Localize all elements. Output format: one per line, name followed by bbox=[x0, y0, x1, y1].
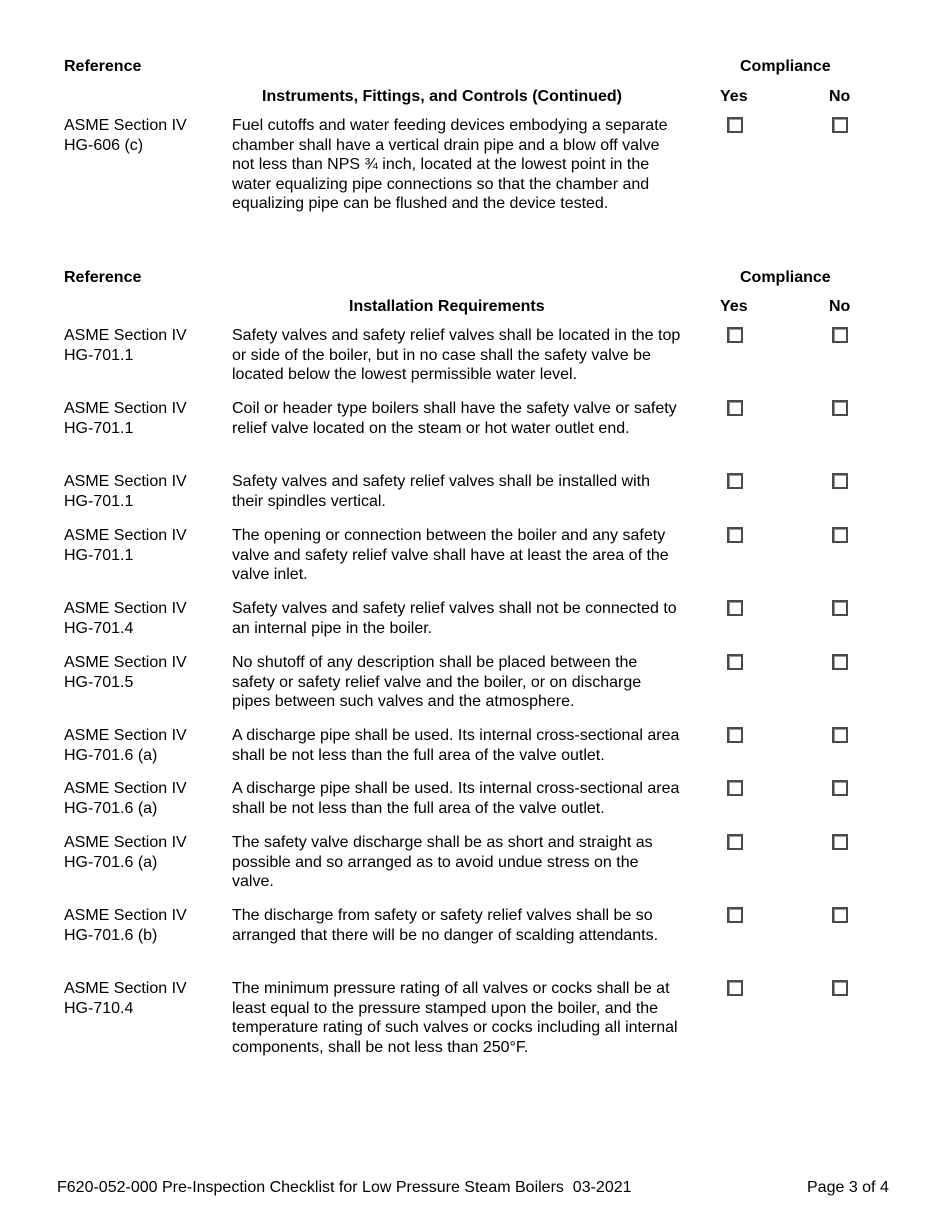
yes-column-header: Yes bbox=[720, 88, 748, 105]
reference-section: HG-701.1 bbox=[64, 419, 134, 437]
reference-cell bbox=[64, 116, 224, 155]
reference-cell bbox=[64, 526, 224, 565]
yes-checkbox[interactable] bbox=[727, 327, 743, 343]
requirement-text: Safety valves and safety relief valves shall be installed with their spindles vertical. bbox=[232, 473, 650, 510]
section-title: Installation Requirements bbox=[349, 298, 545, 315]
reference-header: Reference bbox=[64, 269, 142, 286]
reference-section: HG-701.1 bbox=[64, 546, 134, 564]
reference-cell bbox=[64, 779, 224, 818]
reference-cell bbox=[64, 599, 224, 638]
reference-cell bbox=[64, 833, 224, 872]
reference-cell bbox=[64, 399, 224, 438]
reference-code: ASME Section IV bbox=[64, 327, 187, 344]
yes-checkbox[interactable] bbox=[727, 727, 743, 743]
reference-header: Reference bbox=[64, 58, 142, 75]
yes-column-header: Yes bbox=[720, 298, 748, 315]
reference-section: HG-606 (c) bbox=[64, 136, 144, 154]
requirement-text: Coil or header type boilers shall have the safety valve or safety relief valve located on the steam or hot water outlet end. bbox=[232, 400, 677, 437]
reference-code: ASME Section IV bbox=[64, 400, 187, 417]
reference-code: ASME Section IV bbox=[64, 907, 187, 924]
reference-section: HG-701.1 bbox=[64, 492, 134, 510]
reference-code: ASME Section IV bbox=[64, 780, 187, 797]
reference-section: HG-710.4 bbox=[64, 999, 134, 1017]
reference-code: ASME Section IV bbox=[64, 834, 187, 851]
reference-section: HG-701.5 bbox=[64, 673, 134, 691]
yes-checkbox[interactable] bbox=[727, 654, 743, 670]
reference-section: HG-701.6 (a) bbox=[64, 853, 158, 871]
no-checkbox[interactable] bbox=[832, 907, 848, 923]
reference-section: HG-701.6 (a) bbox=[64, 746, 158, 764]
reference-cell bbox=[64, 326, 224, 365]
reference-code: ASME Section IV bbox=[64, 654, 187, 671]
yes-checkbox[interactable] bbox=[727, 400, 743, 416]
reference-code: ASME Section IV bbox=[64, 600, 187, 617]
requirement-text: The minimum pressure rating of all valves or cocks shall be at least equal to the pressure stamped upon the boiler, and the temperature rating of such valves or cocks including all internal components, shall be not less than 250°F. bbox=[232, 980, 678, 1056]
footer-page-number: Page 3 of 4 bbox=[807, 1179, 889, 1196]
yes-checkbox[interactable] bbox=[727, 780, 743, 796]
requirement-text: A discharge pipe shall be used. Its internal cross-sectional area shall be not less than the full area of the valve outlet. bbox=[232, 780, 680, 817]
requirement-text: The safety valve discharge shall be as short and straight as possible and so arranged as to avoid undue stress on the valve. bbox=[232, 834, 653, 890]
section-title: Instruments, Fittings, and Controls (Continued) bbox=[262, 88, 622, 105]
compliance-header: Compliance bbox=[740, 58, 831, 75]
reference-section: HG-701.6 (b) bbox=[64, 926, 158, 944]
reference-code: ASME Section IV bbox=[64, 527, 187, 544]
yes-checkbox[interactable] bbox=[727, 834, 743, 850]
no-checkbox[interactable] bbox=[832, 400, 848, 416]
requirement-text: Safety valves and safety relief valves shall not be connected to an internal pipe in the boiler. bbox=[232, 600, 677, 637]
requirement-text: The discharge from safety or safety relief valves shall be so arranged that there will be no danger of scalding attendants. bbox=[232, 907, 659, 944]
reference-section: HG-701.6 (a) bbox=[64, 799, 158, 817]
reference-section: HG-701.1 bbox=[64, 346, 134, 364]
no-checkbox[interactable] bbox=[832, 117, 848, 133]
reference-cell bbox=[64, 979, 224, 1018]
requirement-text: No shutoff of any description shall be placed between the safety or safety relief valve and the boiler, or on discharge pipes between such valves and the atmosphere. bbox=[232, 654, 642, 710]
no-column-header: No bbox=[829, 298, 851, 315]
reference-cell bbox=[64, 653, 224, 692]
no-checkbox[interactable] bbox=[832, 834, 848, 850]
no-checkbox[interactable] bbox=[832, 727, 848, 743]
reference-code: ASME Section IV bbox=[64, 117, 187, 134]
no-column-header: No bbox=[829, 88, 851, 105]
no-checkbox[interactable] bbox=[832, 780, 848, 796]
requirement-text: Safety valves and safety relief valves shall be located in the top or side of the boiler, but in no case shall the safety valve be located below the lowest permissible water level. bbox=[232, 327, 681, 383]
reference-code: ASME Section IV bbox=[64, 473, 187, 490]
no-checkbox[interactable] bbox=[832, 327, 848, 343]
reference-cell bbox=[64, 906, 224, 945]
reference-cell bbox=[64, 726, 224, 765]
yes-checkbox[interactable] bbox=[727, 527, 743, 543]
requirement-text: The opening or connection between the boiler and any safety valve and safety relief valve shall have at least the area of the valve inlet. bbox=[232, 527, 669, 583]
reference-cell bbox=[64, 472, 224, 511]
no-checkbox[interactable] bbox=[832, 473, 848, 489]
yes-checkbox[interactable] bbox=[727, 117, 743, 133]
no-checkbox[interactable] bbox=[832, 527, 848, 543]
yes-checkbox[interactable] bbox=[727, 473, 743, 489]
no-checkbox[interactable] bbox=[832, 654, 848, 670]
requirement-text: Fuel cutoffs and water feeding devices embodying a separate chamber shall have a vertical drain pipe and a blow off valve not less than NPS ¾ inch, located at the lowest point in the water equalizing pipe connections so that the chamber and equalizing pipe can be flushed and the device tested. bbox=[232, 117, 668, 212]
reference-code: ASME Section IV bbox=[64, 727, 187, 744]
no-checkbox[interactable] bbox=[832, 600, 848, 616]
reference-code: ASME Section IV bbox=[64, 980, 187, 997]
reference-section: HG-701.4 bbox=[64, 619, 134, 637]
yes-checkbox[interactable] bbox=[727, 907, 743, 923]
compliance-header: Compliance bbox=[740, 269, 831, 286]
yes-checkbox[interactable] bbox=[727, 600, 743, 616]
footer-form-title: F620-052-000 Pre-Inspection Checklist for Low Pressure Steam Boilers 03-2021 bbox=[57, 1179, 632, 1196]
yes-checkbox[interactable] bbox=[727, 980, 743, 996]
no-checkbox[interactable] bbox=[832, 980, 848, 996]
requirement-text: A discharge pipe shall be used. Its internal cross-sectional area shall be not less than the full area of the valve outlet. bbox=[232, 727, 680, 764]
